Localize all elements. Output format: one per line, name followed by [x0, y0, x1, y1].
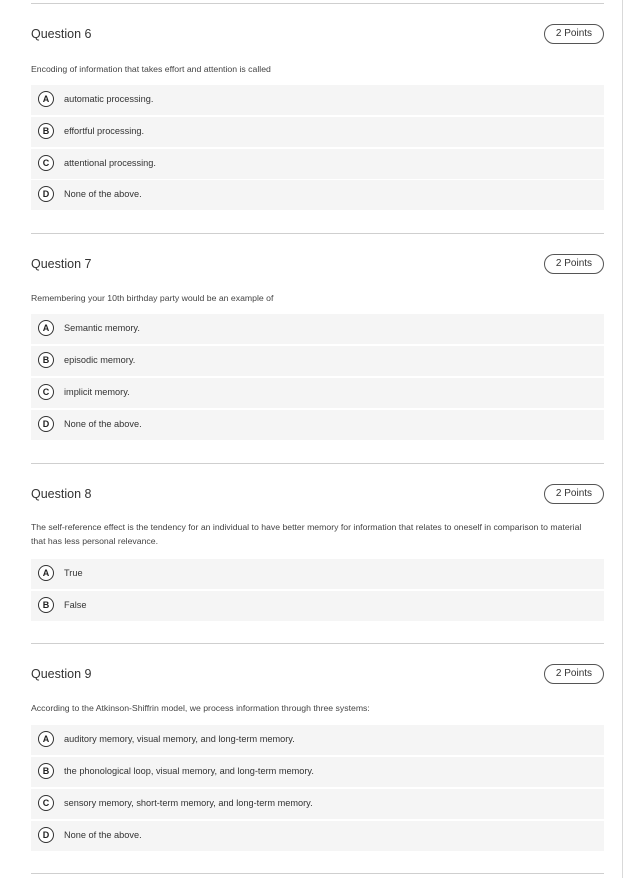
option-letter-badge: D [38, 186, 54, 202]
option-letter-badge: D [38, 827, 54, 843]
option-letter-badge: C [38, 384, 54, 400]
option-label: the phonological loop, visual memory, and long-term memory. [64, 766, 314, 776]
question-divider [31, 873, 604, 874]
question-divider [31, 233, 604, 234]
answer-option-a[interactable] [31, 314, 604, 344]
answer-option-a[interactable] [31, 559, 604, 589]
answer-option-a[interactable] [31, 725, 604, 755]
option-letter-badge: B [38, 123, 54, 139]
answer-option-b[interactable] [31, 757, 604, 787]
option-label: episodic memory. [64, 355, 136, 365]
option-label: sensory memory, short-term memory, and long-term memory. [64, 798, 313, 808]
option-label: True [64, 568, 83, 578]
answer-option-d[interactable] [31, 821, 604, 851]
answer-option-c[interactable] [31, 378, 604, 408]
option-label: Semantic memory. [64, 323, 140, 333]
option-letter-badge: C [38, 795, 54, 811]
option-label: None of the above. [64, 189, 142, 199]
option-label: None of the above. [64, 830, 142, 840]
option-letter-badge: B [38, 597, 54, 613]
question-prompt: Remembering your 10th birthday party would be an example of [31, 293, 274, 303]
question-divider [31, 643, 604, 644]
answer-option-b[interactable] [31, 591, 604, 621]
question-prompt: According to the Atkinson-Shiffrin model, we process information through three systems: [31, 703, 370, 713]
option-label: attentional processing. [64, 158, 156, 168]
answer-option-b[interactable] [31, 346, 604, 376]
option-letter-badge: D [38, 416, 54, 432]
answer-option-c[interactable] [31, 789, 604, 819]
question-divider [31, 3, 604, 4]
points-badge[interactable]: 2 Points [544, 484, 604, 504]
question-title: Question 9 [31, 667, 92, 681]
answer-option-a[interactable] [31, 85, 604, 115]
option-letter-badge: A [38, 320, 54, 336]
option-label: automatic processing. [64, 94, 154, 104]
question-title: Question 8 [31, 487, 92, 501]
question-prompt: Encoding of information that takes effort and attention is called [31, 64, 271, 74]
option-label: None of the above. [64, 419, 142, 429]
answer-option-c[interactable] [31, 149, 604, 179]
points-badge[interactable]: 2 Points [544, 24, 604, 44]
option-letter-badge: A [38, 731, 54, 747]
option-letter-badge: B [38, 763, 54, 779]
option-label: implicit memory. [64, 387, 130, 397]
question-prompt: The self-reference effect is the tendency for an individual to have better memory for information that relates to oneself in comparison to material that has less personal relevance. [31, 522, 582, 546]
answer-option-d[interactable] [31, 180, 604, 210]
answer-option-b[interactable] [31, 117, 604, 147]
answer-option-d[interactable] [31, 410, 604, 440]
option-label: False [64, 600, 87, 610]
option-letter-badge: A [38, 565, 54, 581]
question-title: Question 7 [31, 257, 92, 271]
option-letter-badge: A [38, 91, 54, 107]
question-title: Question 6 [31, 27, 92, 41]
points-badge[interactable]: 2 Points [544, 254, 604, 274]
option-label: effortful processing. [64, 126, 145, 136]
option-letter-badge: B [38, 352, 54, 368]
option-label: auditory memory, visual memory, and long-term memory. [64, 734, 295, 744]
question-divider [31, 463, 604, 464]
option-letter-badge: C [38, 155, 54, 171]
points-badge[interactable]: 2 Points [544, 664, 604, 684]
